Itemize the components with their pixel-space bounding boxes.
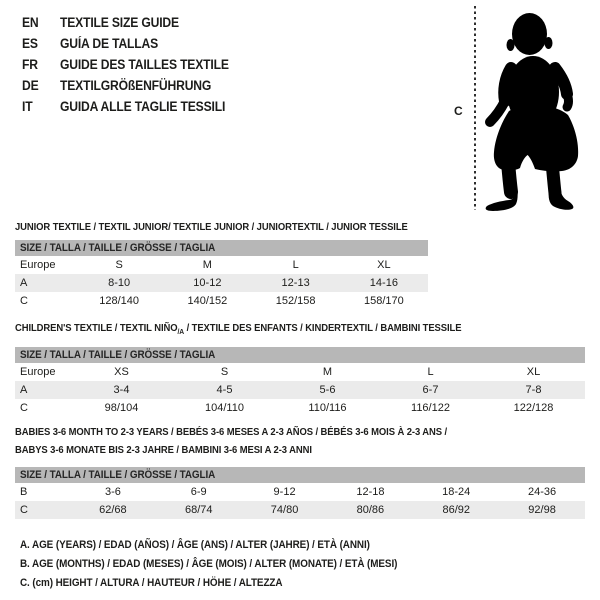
- row-label: B: [20, 486, 28, 498]
- size-header-bar: SIZE / TALLA / TAILLE / GRÖSSE / TAGLIA: [15, 240, 428, 256]
- height-measure-label: C: [454, 104, 463, 118]
- language-title: TEXTILE SIZE GUIDE: [60, 15, 179, 30]
- baby-silhouette-icon: [484, 4, 599, 212]
- row-label: Europe: [20, 366, 56, 378]
- language-title: GUÍA DE TALLAS: [60, 36, 159, 51]
- language-code: FR: [22, 57, 38, 72]
- row-label: C: [20, 504, 28, 516]
- language-code: EN: [22, 15, 39, 30]
- language-title: GUIDA ALLE TAGLIE TESSILI: [60, 99, 226, 114]
- table-row: C 98/104 104/110 110/116 116/122 122/128: [15, 399, 585, 417]
- size-header-bar: SIZE / TALLA / TAILLE / GRÖSSE / TAGLIA: [15, 467, 585, 483]
- language-row-fr: [22, 54, 248, 75]
- row-label: Europe: [20, 259, 56, 271]
- language-row-it: [22, 96, 248, 117]
- table-row: C 128/140 140/152 152/158 158/170: [15, 292, 428, 310]
- table-row: Europe S M L XL: [15, 256, 428, 274]
- babies-section-title: BABIES 3-6 MONTH TO 2-3 YEARS / BEBÉS 3-6 MESES A 2-3 AÑOS / BÉBÉS 3-6 MOIS À 2-3 ANS / BABYS 3-6 MONATE BIS 2-3 JAHRE / BAMBINI 3-6 MESI A 2-3 ANNI: [15, 426, 448, 456]
- babies-size-table: [15, 467, 585, 519]
- row-label: A: [20, 277, 28, 289]
- junior-size-table: [15, 240, 428, 310]
- table-row: A 3-4 4-5 5-6 6-7 7-8: [15, 381, 585, 399]
- row-label: A: [20, 384, 28, 396]
- language-title: TEXTILGRÖßENFÜHRUNG: [60, 78, 212, 93]
- table-row: B 3-6 6-9 9-12 12-18 18-24 24-36: [15, 483, 585, 501]
- language-row-en: [22, 12, 248, 33]
- size-header-bar: SIZE / TALLA / TAILLE / GRÖSSE / TAGLIA: [15, 347, 585, 363]
- language-title-list: [22, 12, 248, 117]
- children-size-table: [15, 347, 585, 417]
- legend-footnotes: [20, 536, 439, 593]
- height-measure-figure: [452, 4, 600, 212]
- row-label: C: [20, 402, 28, 414]
- footnote-age-years: A. AGE (YEARS) / EDAD (AÑOS) / ÂGE (ANS) / ALTER (JAHRE) / ETÀ (ANNI): [20, 539, 370, 551]
- language-row-de: [22, 75, 248, 96]
- language-code: IT: [22, 99, 33, 114]
- junior-section-title: JUNIOR TEXTILE / TEXTIL JUNIOR/ TEXTILE JUNIOR / JUNIORTEXTIL / JUNIOR TESSILE: [15, 221, 408, 233]
- footnote-height-cm: C. (cm) HEIGHT / ALTURA / HAUTEUR / HÖHE / ALTEZZA: [20, 577, 283, 589]
- table-row: C 62/68 68/74 74/80 80/86 86/92 92/98: [15, 501, 585, 519]
- table-row: Europe XS S M L XL: [15, 363, 585, 381]
- language-code: ES: [22, 36, 38, 51]
- children-section-title: CHILDREN'S TEXTILE / TEXTIL $NIÑO_{/A}$ / TEXTILE DES ENFANTS / KINDERTEXTIL / BAMBINI TESSILE: [15, 322, 462, 337]
- language-row-es: [22, 33, 248, 54]
- language-code: DE: [22, 78, 39, 93]
- table-row: A 8-10 10-12 12-13 14-16: [15, 274, 428, 292]
- height-dotted-line: [474, 6, 476, 210]
- footnote-age-months: B. AGE (MONTHS) / EDAD (MESES) / ÂGE (MOIS) / ALTER (MONATE) / ETÀ (MESI): [20, 558, 398, 570]
- row-label: C: [20, 295, 28, 307]
- language-title: GUIDE DES TAILLES TEXTILE: [60, 57, 229, 72]
